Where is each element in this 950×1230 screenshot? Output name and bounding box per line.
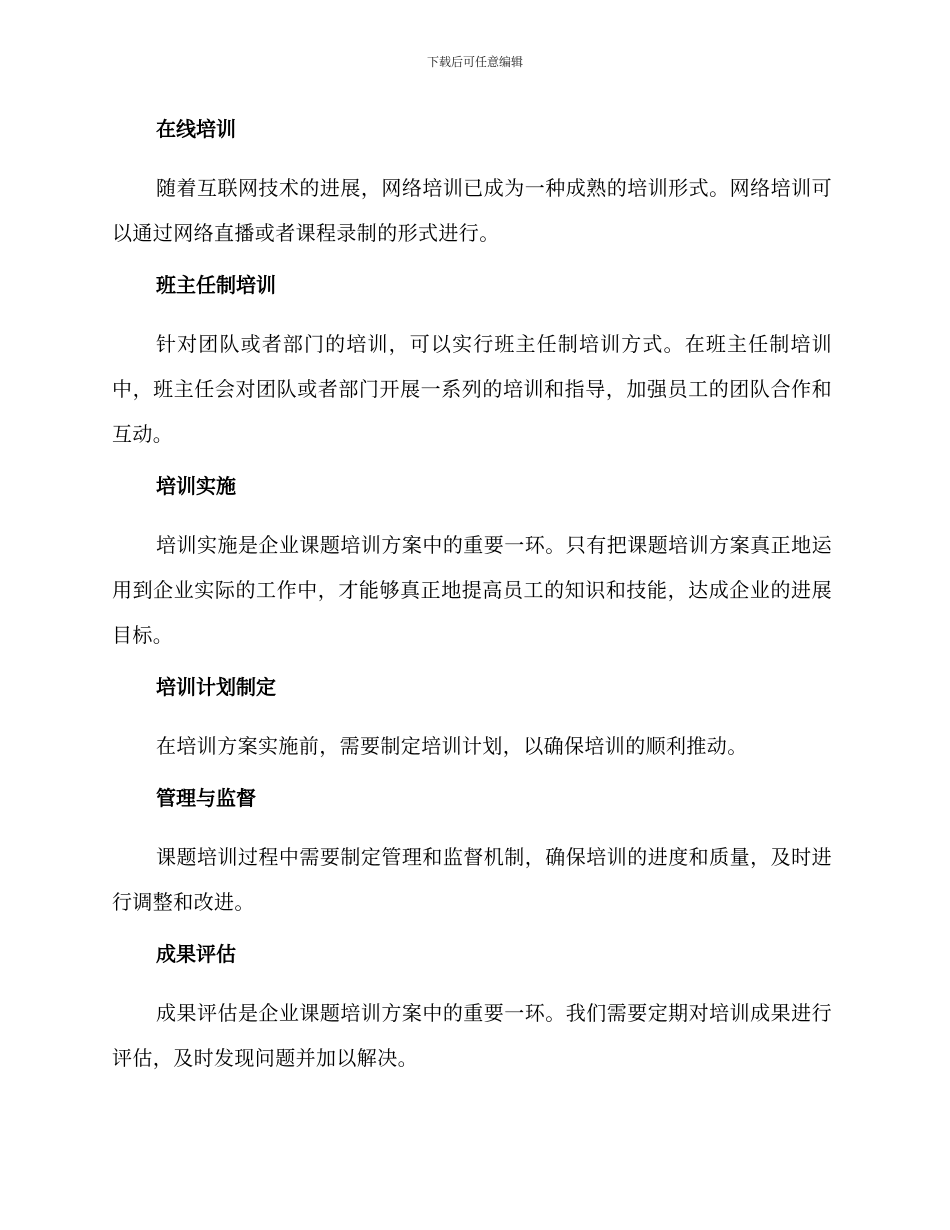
section-results-evaluation xyxy=(112,937,832,1081)
section-paragraph: 培训实施是企业课题培训方案中的重要一环。只有把课题培训方案真正地运用到企业实际的工作中，才能够真正地提高员工的知识和技能，达成企业的进展目标。 xyxy=(112,533,832,647)
section-heading: 培训实施 xyxy=(156,474,236,498)
section-training-plan xyxy=(112,670,832,781)
page-header-note: 下载后可任意编辑 xyxy=(426,55,523,69)
section-heading: 在线培训 xyxy=(156,117,236,141)
section-heading: 班主任制培训 xyxy=(156,273,276,297)
section-heading: 培训计划制定 xyxy=(156,675,276,699)
section-paragraph: 在培训方案实施前，需要制定培训计划，以确保培训的顺利推动。 xyxy=(156,734,748,758)
section-paragraph: 针对团队或者部门的培训，可以实行班主任制培训方式。在班主任制培训中，班主任会对团队或者部门开展一系列的培训和指导，加强员工的团队合作和互动。 xyxy=(112,332,832,446)
document-body xyxy=(112,112,832,1081)
section-paragraph: 随着互联网技术的进展，网络培训已成为一种成熟的培训形式。网络培训可以通过网络直播或者课程录制的形式进行。 xyxy=(112,176,832,245)
section-training-implementation xyxy=(112,469,832,670)
section-head-teacher-training xyxy=(112,268,832,469)
section-paragraph: 成果评估是企业课题培训方案中的重要一环。我们需要定期对培训成果进行评估，及时发现问题并加以解决。 xyxy=(112,1001,832,1070)
section-heading: 管理与监督 xyxy=(156,786,256,810)
section-online-training xyxy=(112,112,832,268)
section-management-supervision xyxy=(112,781,832,937)
section-heading: 成果评估 xyxy=(156,942,236,966)
section-paragraph: 课题培训过程中需要制定管理和监督机制，确保培训的进度和质量，及时进行调整和改进。 xyxy=(112,845,832,914)
